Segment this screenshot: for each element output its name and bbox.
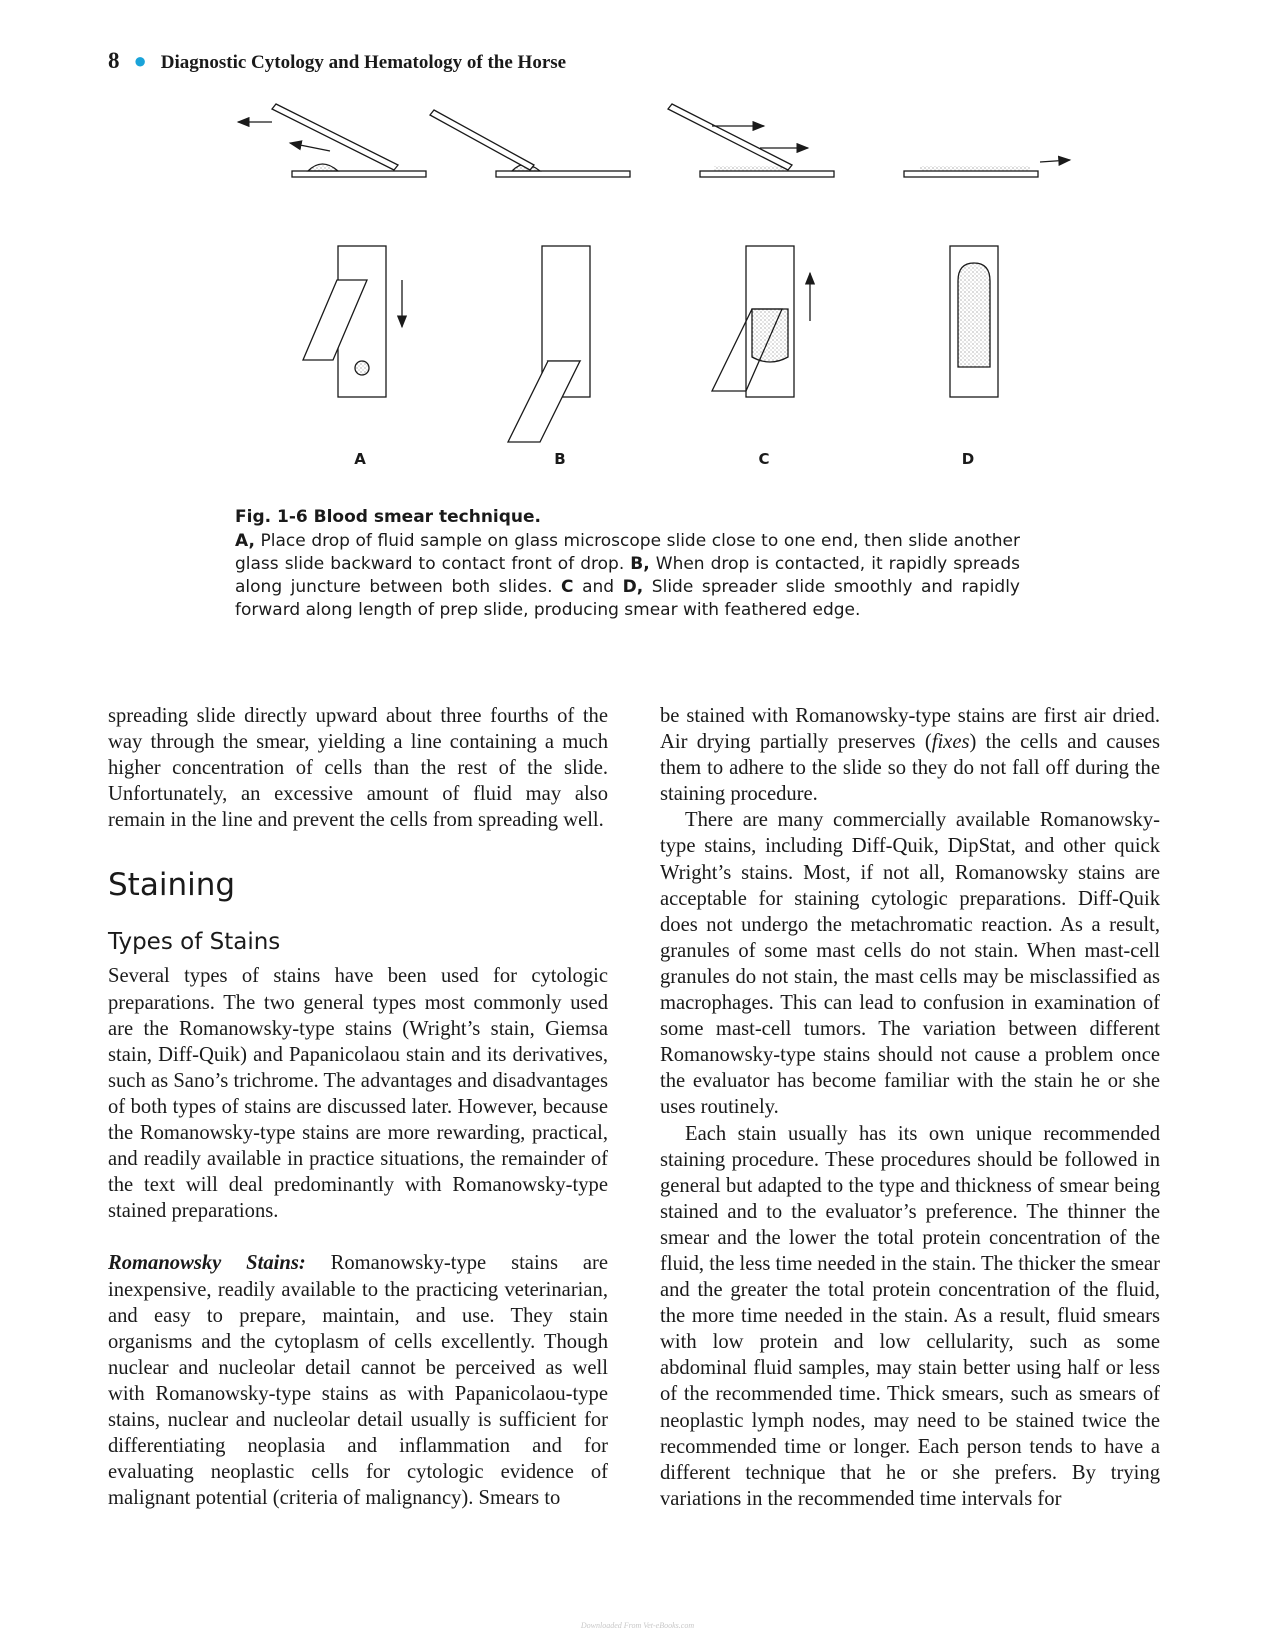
side-view-a [238, 104, 426, 177]
caption-text-b: When drop is contacted, it rapidly spreads along juncture between both slides. [235, 554, 1020, 597]
body-paragraph: spreading slide directly upward about three fourths of the way through the smear, yielding a line containing a much higher concentration of cells than the rest of the slide. Unfortunately, an excessive amount of fluid may also remain in the line and prevent the cells from spreading well. [108, 705, 608, 832]
top-view-d [950, 246, 998, 397]
caption-text-a: Place drop of fluid sample on glass microscope slide close to one end, then slide another glass slide backward to contact front of drop. [235, 531, 1020, 574]
paragraph-text: Romanowsky-type stains are inexpensive, readily available to the practicing veterinarian, and easy to prepare, maintain, and use. They stain organisms and the cytoplasm of cells excellently. Though nuclear and nucleolar detail cannot be perceived as well with Romanowsky-type stains as with Papanicolaou-type stains, nuclear and nucleolar detail usually is sufficient for differentiating neoplasia and inflammation and for evaluating neoplastic cells for cytologic evidence of malignant potential (criteria of malignancy). Smears to [108, 1252, 609, 1510]
right-column [660, 703, 1160, 1512]
book-title: Diagnostic Cytology and Hematology of the Horse [160, 52, 567, 73]
top-view-b [508, 246, 590, 442]
italic-term: fixes [931, 731, 970, 754]
panel-label-d: D [961, 450, 975, 468]
blood-smear-figure [0, 95, 1275, 475]
body-paragraph: Each stain usually has its own unique recommended staining procedure. These procedures should be followed in general but adapted to the type and thickness of smear being stained and to the evaluator’s preference. The thinner the smear and the lower the total protein concentration of the fluid, the less time needed in the stain. The thicker the smear and the greater the total protein concentration of the fluid, the more time needed in the stain. As a result, fluid smears with low protein and low cellularity, such as some abdominal fluid samples, may stain better using half or less of the recommended time. Thick smears, such as smears of neoplastic lymph nodes, may need to be stained twice the recommended time or longer. Each person tends to have a different technique that he or she prefers. By trying variations in the recommended time intervals for [660, 1122, 1161, 1510]
top-view-a [303, 246, 402, 397]
top-view-c [712, 246, 810, 397]
body-paragraph: Several types of stains have been used for cytologic preparations. The two general types most commonly used are the Romanowsky-type stains (Wright’s stain, Giemsa stain, Diff-Quik) and Papanicolaou stain and its derivatives, such as Sano’s trichrome. The advantages and disadvantages of both types of stains are discussed later. However, because the Romanowsky-type stains are more rewarding, practical, and readily available in practice situations, the remainder of the text will deal predominantly with Romanowsky-type stained preparations. [108, 965, 608, 1223]
section-heading: Staining [108, 867, 236, 904]
panel-label-c: C [758, 450, 770, 468]
footer-watermark: Downloaded From Vet-eBooks.com [580, 1621, 695, 1630]
panel-label-a: A [354, 450, 366, 468]
side-view-c [668, 104, 834, 177]
run-in-heading: Romanowsky Stains: [108, 1252, 306, 1275]
page-number: 8 [108, 48, 120, 73]
caption-label-c: C [561, 577, 574, 597]
caption-label-b: B, [630, 554, 650, 574]
bullet-dot-icon: ● [133, 48, 147, 73]
subsection-heading: Types of Stains [108, 929, 281, 956]
paragraph-text: ) the cells and causes them to adhere to the slide so they do not fall off during the staining procedure. [660, 731, 1160, 806]
romanowsky-paragraph [108, 1250, 608, 1511]
caption-label-d: D, [622, 577, 644, 597]
caption-title: Fig. 1-6 Blood smear technique. [235, 507, 542, 527]
side-view-d [904, 160, 1070, 177]
paragraph-text: be stained with Romanowsky-type stains are first air dried. Air drying partially preserves ( [660, 705, 1160, 754]
caption-body [235, 530, 1020, 622]
panel-label-b: B [554, 450, 566, 468]
figure-caption [235, 506, 1020, 622]
body-paragraph [660, 703, 1160, 807]
side-view-b [430, 110, 630, 177]
left-column [108, 703, 608, 1511]
caption-label-a: A, [235, 531, 255, 551]
caption-text-d: Slide spreader slide smoothly and rapidly forward along length of prep slide, producing smear with feathered edge. [235, 577, 1020, 620]
caption-text-and: and [573, 577, 623, 597]
running-head [108, 48, 566, 74]
body-paragraph: There are many commercially available Romanowsky-type stains, including Diff-Quik, DipStat, and other quick Wright’s stains. Most, if not all, Romanowsky stains are acceptable for staining cytologic preparations. Diff-Quik does not undergo the metachromatic reaction. As a result, granules of some mast cells do not stain. When mast-cell granules do not stain, the mast cells may be misclassified as macrophages. This can lead to confusion in examination of some mast-cell tumors. The variation between different Romanowsky-type stains should not cause a problem once the evaluator has become familiar with the stain he or she uses routinely. [660, 809, 1160, 1119]
